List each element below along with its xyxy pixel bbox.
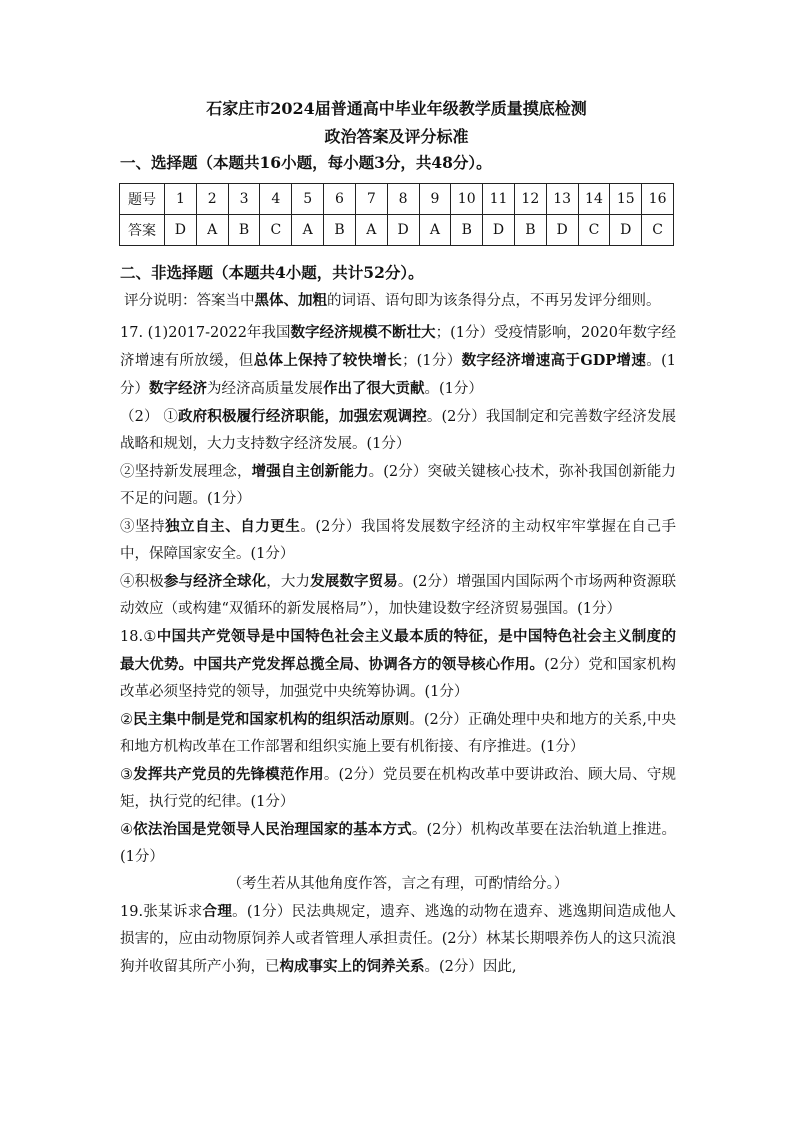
q17-keypoint: 数字经济规模不断壮大 — [290, 324, 436, 341]
q18-item1 — [120, 623, 676, 706]
table-cell: D — [387, 215, 419, 246]
table-cell: A — [196, 215, 228, 246]
table-cell: 11 — [483, 184, 515, 215]
q18-keypoint: 中国共产党领导是中国特色社会主义最本质的特征，是中国特色社会主义制度的最大优势。中国共产党发挥总揽全局、协调各方的领导核心作用。 — [120, 628, 676, 673]
q17-keypoint: 总体上保持了较快增长 — [253, 352, 403, 369]
q18-keypoint: 发挥共产党员的先锋模范作用 — [133, 766, 324, 783]
table-cell: C — [578, 215, 610, 246]
q18-text: ③ — [120, 767, 134, 783]
q17-text: ，大力 — [266, 574, 311, 590]
table-cell: 3 — [228, 184, 260, 215]
table-cell: B — [451, 215, 483, 246]
q18-item3 — [120, 761, 676, 816]
table-cell: 10 — [451, 184, 483, 215]
q17-part2-item1 — [120, 403, 676, 458]
table-cell: D — [483, 215, 515, 246]
q17-part2-item3 — [120, 513, 676, 568]
q17-text: 。(2分）突破关键核心技术，弥补我国创新能力不足的问题。(1分） — [120, 464, 676, 507]
q18-item4 — [120, 816, 676, 871]
table-row-numbers — [120, 184, 674, 215]
table-cell: 16 — [642, 184, 674, 215]
answer-table — [119, 183, 674, 246]
q18-item2 — [120, 706, 676, 761]
q18-keypoint: 民主集中制是党和国家机构的组织活动原则 — [133, 711, 410, 728]
table-cell: 1 — [165, 184, 197, 215]
table-cell: 12 — [514, 184, 546, 215]
q19-keypoint: 合理 — [202, 903, 233, 920]
q18-text: 。(2分）正确处理中央和地方的关系,中央和地方机构改革在工作部署和组织实施上要有机衔接、有序推进。(1分） — [120, 712, 676, 755]
q17-text: （2） ① — [120, 409, 179, 425]
scoring-note — [120, 287, 676, 315]
q17-text: 。(2分）我国制定和完善数字经济发展战略和规划，大力支持数字经济发展。(1分） — [120, 409, 676, 452]
q19-text: 19.张某诉求 — [120, 904, 203, 920]
table-cell: 5 — [292, 184, 324, 215]
section-1-heading: 一、选择题（本题共16小题，每小题3分，共48分）。 — [120, 153, 492, 172]
q18-text: 。(2分）党员要在机构改革中要讲政治、顾大局、守规矩，执行党的纪律。(1分） — [120, 767, 677, 810]
table-cell: 9 — [419, 184, 451, 215]
q19-item1 — [120, 898, 676, 981]
q17-part2-item2 — [120, 458, 676, 513]
q17-keypoint: 发展数字贸易 — [310, 573, 398, 590]
table-cell: 2 — [196, 184, 228, 215]
table-cell: A — [355, 215, 387, 246]
document-subtitle: 政治答案及评分标准 — [324, 127, 469, 146]
q19-text: 。(2分）因此, — [424, 959, 517, 975]
q17-text: 为经济高质量发展 — [207, 381, 323, 397]
q17-text: 。(2分）增强国内国际两个市场两种资源联动效应（或构建“双循环的新发展格局”），加快建设数字经济贸易强国。(1分） — [120, 574, 676, 617]
table-cell: C — [260, 215, 292, 246]
note-emphasis: 黑体、加粗 — [254, 292, 327, 309]
q17-keypoint: 增强自主创新能力 — [251, 463, 369, 480]
q19-keypoint: 构成事实上的饲养关系 — [279, 958, 425, 975]
table-cell: B — [514, 215, 546, 246]
q17-text: ②坚持新发展理念， — [120, 464, 252, 480]
table-cell: D — [610, 215, 642, 246]
table-cell: 14 — [578, 184, 610, 215]
table-cell: D — [546, 215, 578, 246]
table-cell: B — [228, 215, 260, 246]
q17-text: 17. (1)2017-2022年我国 — [120, 325, 291, 341]
q17-text: 。(1分） — [120, 353, 676, 397]
q17-keypoint: 数字经济 — [149, 380, 207, 397]
q18-remark: （考生若从其他角度作答，言之有理，可酌情给分。） — [227, 876, 569, 892]
note-text: 评分说明：答案当中 — [124, 293, 255, 309]
table-cell: 13 — [546, 184, 578, 215]
q17-text: ③坚持 — [120, 519, 166, 535]
q18-text: (2分）党和国家机构改革必须坚持党的领导，加强党中央统筹协调。(1分） — [120, 657, 677, 700]
table-cell: 6 — [324, 184, 356, 215]
table-cell: B — [324, 215, 356, 246]
q18-text: 18.① — [120, 629, 157, 645]
q17-text: 。(2分）我国将发展数字经济的主动权牢牢掌握在自己手中，保障国家安全。(1分） — [120, 519, 676, 562]
q17-keypoint: 数字经济增速高于GDP增速 — [461, 352, 647, 369]
table-header-cell: 答案 — [120, 215, 165, 246]
table-cell: 8 — [387, 184, 419, 215]
q18-text: ② — [120, 712, 134, 728]
table-cell: 4 — [260, 184, 292, 215]
q17-keypoint: 参与经济全球化 — [163, 573, 267, 590]
table-cell: 15 — [610, 184, 642, 215]
q18-text: ④ — [120, 822, 134, 838]
q18-keypoint: 依法治国是党领导人民治理国家的基本方式 — [133, 821, 412, 838]
q17-keypoint: 作出了很大贡献 — [323, 380, 425, 397]
section-2-heading: 二、非选择题（本题共4小题，共计52分）。 — [120, 263, 424, 282]
table-cell: A — [292, 215, 324, 246]
table-header-cell: 题号 — [120, 184, 165, 215]
answer-body — [120, 263, 677, 981]
q19-text: 。(1分）民法典规定，遗弃、逃逸的动物在遗弃、逃逸期间造成他人损害的，应由动物原饲养人或者管理人承担责任。(2分）林某长期喂养伤人的这只流浪狗并收留其所产小狗，已 — [120, 904, 677, 975]
q17-keypoint: 独立自主、自力更生 — [165, 518, 301, 535]
document-title: 石家庄市2024届普通高中毕业年级教学质量摸底检测 — [206, 99, 587, 118]
table-cell: 7 — [355, 184, 387, 215]
table-cell: D — [165, 215, 197, 246]
q17-text: ；(1分）受疫情影响，2020年数字经济增速有所放缓，但 — [120, 325, 676, 369]
note-text: 的词语、语句即为该条得分点，不再另发评分细则。 — [327, 293, 661, 309]
table-cell: A — [419, 215, 451, 246]
q18-text: 。(2分）机构改革要在法治轨道上推进。(1分） — [120, 822, 677, 865]
q17-keypoint: 政府积极履行经济职能，加强宏观调控 — [178, 408, 427, 425]
table-cell: C — [642, 215, 674, 246]
q17-part1 — [120, 319, 676, 403]
q17-text: 。(1分） — [424, 381, 483, 397]
table-row-answers — [120, 215, 674, 246]
q17-text: ④积极 — [120, 574, 164, 590]
q17-part2-item4 — [120, 568, 676, 623]
q17-text: ；(1分） — [402, 353, 462, 369]
